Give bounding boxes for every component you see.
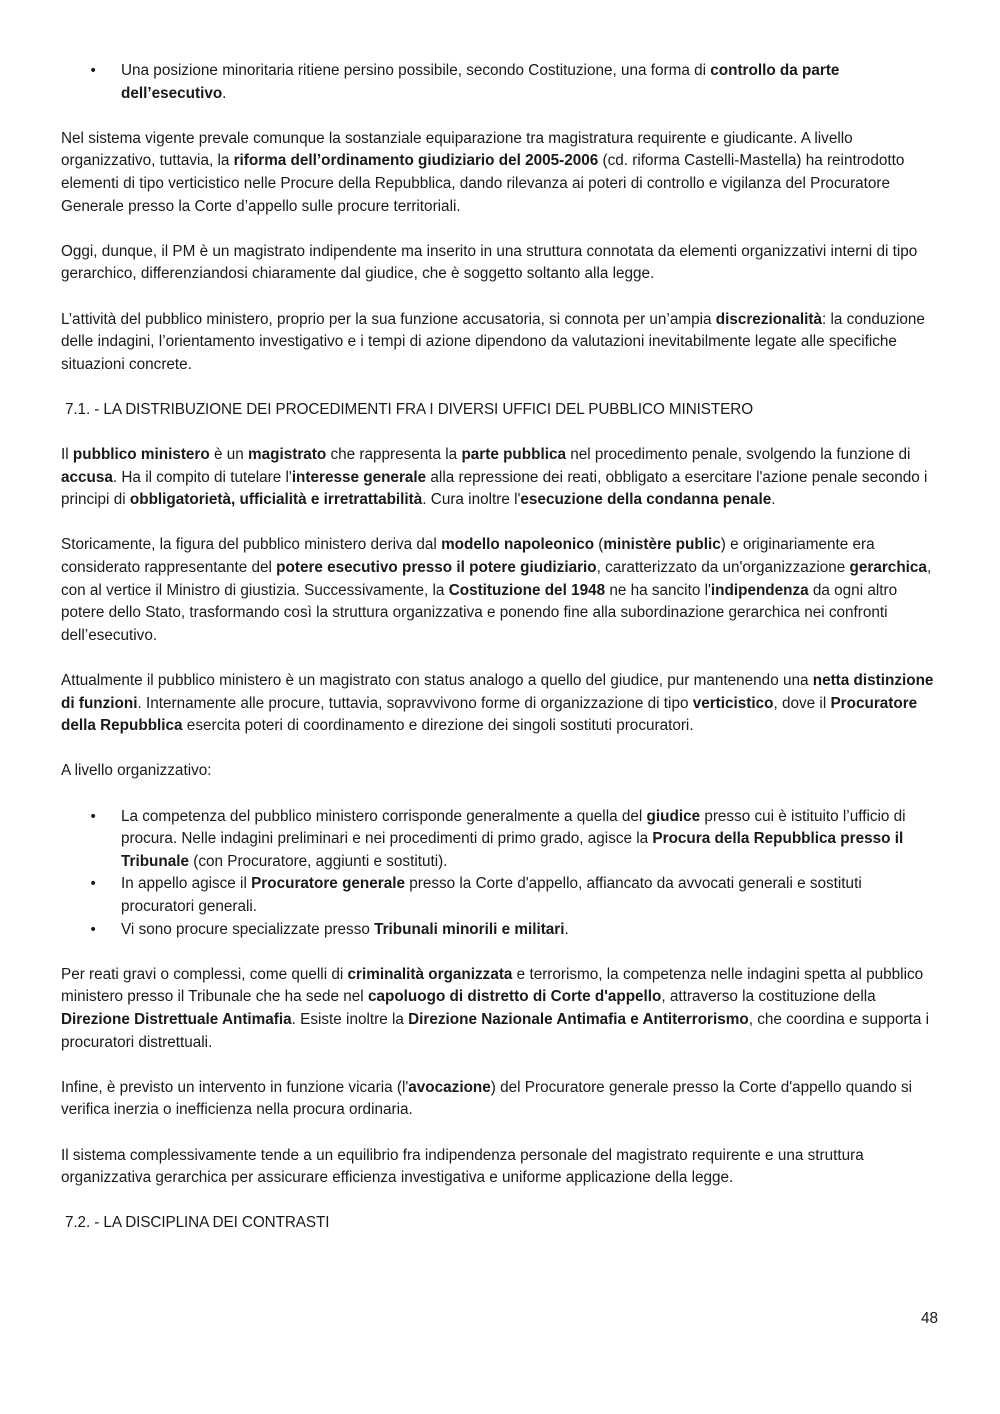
text-run: Una posizione minoritaria ritiene persino possibile, secondo Costituzione, una forma di [121, 62, 711, 79]
section-heading-7-2: 7.2. - LA DISCIPLINA DEI CONTRASTI [65, 1214, 330, 1232]
paragraph: Attualmente il pubblico ministero è un magistrato con status analogo a quello del giudice, pur mantenendo una netta distinzione di funzioni. Internamente alle procure, tuttavia, sopravvivono forme di organizzazione di tipo verticistico, dove il Procuratore della Repubblica esercita poteri di coordinamento e direzione dei singoli sostituti procuratori. [61, 672, 934, 735]
page-number: 48 [920, 1310, 938, 1327]
paragraph: Oggi, dunque, il PM è un magistrato indipendente ma inserito in una struttura connotata da elementi organizzativi interni di tipo gerarchico, differenziandosi chiaramente dal giudice, che è soggetto soltanto alla legge. [61, 242, 918, 283]
list-item: • In appello agisce il Procuratore generale presso la Corte d'appello, affiancato da avvocati generali e sostituti procuratori generali. [61, 873, 937, 918]
bold-text: controllo da parte dell’esecutivo [121, 62, 840, 102]
paragraph: Il sistema complessivamente tende a un equilibrio fra indipendenza personale del magistrato requirente e una struttura organizzativa gerarchica per assicurare efficienza investigativa e uniforme applicazione della legge. [61, 1146, 864, 1187]
document-page [61, 60, 937, 1257]
bold-text: discrezionalità [715, 310, 823, 328]
bold-text: riforma dell’ordinamento giudiziario del 2005-2006 [233, 152, 599, 170]
paragraph: Infine, è previsto un intervento in funzione vicaria (l'avocazione) del Procuratore generale presso la Corte d'appello quando si verifica inerzia o inefficienza nella procura ordinaria. [61, 1078, 913, 1119]
paragraph: Per reati gravi o complessi, come quelli di criminalità organizzata e terrorismo, la competenza nelle indagini spetta al pubblico ministero presso il Tribunale che ha sede nel capoluogo di distretto di Corte d'appello, attraverso la costituzione della Direzione Distrettuale Antimafia. Esiste inoltre la Direzione Nazionale Antimafia e Antiterrorismo, che coordina e supporta i procuratori distrettuali. [61, 965, 929, 1051]
paragraph: L’attività del pubblico ministero, proprio per la sua funzione accusatoria, si connota per un’ampia discrezionalità: la conduzione delle indagini, l’orientamento investigativo e i tempi di azione dipendono da valutazioni inevitabilmente legate alle specifiche situazioni concrete. [61, 310, 925, 373]
paragraph: Storicamente, la figura del pubblico ministero deriva dal modello napoleonico (ministère public) e originariamente era considerato rappresentante del potere esecutivo presso il potere giudiziario, caratterizzato da un'organizzazione gerarchica, con al vertice il Ministro di giustizia. Successivamente, la Costituzione del 1948 ne ha sancito l'indipendenza da ogni altro potere dello Stato, trasformando così la struttura organizzativa e ponendo fine alla subordinazione gerarchica nei confronti dell’esecutivo. [61, 536, 932, 644]
paragraph: Nel sistema vigente prevale comunque la sostanziale equiparazione tra magistratura requirente e giudicante. A livello organizzativo, tuttavia, la riforma dell’ordinamento giudiziario del 2005-2006 (cd. riforma Castelli-Mastella) ha reintrodotto elementi di tipo verticistico nelle Procure della Repubblica, dando rilevanza ai poteri di controllo e vigilanza del Procuratore Generale presso la Corte d’appello sulle procure territoriali. [61, 129, 905, 215]
organization-list [61, 806, 937, 942]
section-heading-7-1: 7.1. - LA DISTRIBUZIONE DEI PROCEDIMENTI FRA I DIVERSI UFFICI DEL PUBBLICO MINISTERO [65, 400, 754, 418]
paragraph: Il pubblico ministero è un magistrato che rappresenta la parte pubblica nel procedimento penale, svolgendo la funzione di accusa. Ha il compito di tutelare l'interesse generale alla repressione dei reati, obbligato a esercitare l'azione penale secondo i principi di obbligatorietà, ufficialità e irretrattabilità. Cura inoltre l'esecuzione della condanna penale. [61, 446, 928, 509]
list-item: • La competenza del pubblico ministero corrisponde generalmente a quella del giudice presso cui è istituito l’ufficio di procura. Nelle indagini preliminari e nei procedimenti di primo grado, agisce la Procura della Repubblica presso il Tribunale (con Procuratore, aggiunti e sostituti). [61, 806, 937, 874]
text-run: . [222, 84, 227, 102]
list-item: • Vi sono procure specializzate presso Tribunali minorili e militari. [61, 919, 937, 942]
intro-bullet-list [61, 60, 937, 105]
list-item [61, 60, 937, 105]
paragraph: A livello organizzativo: [61, 762, 212, 780]
